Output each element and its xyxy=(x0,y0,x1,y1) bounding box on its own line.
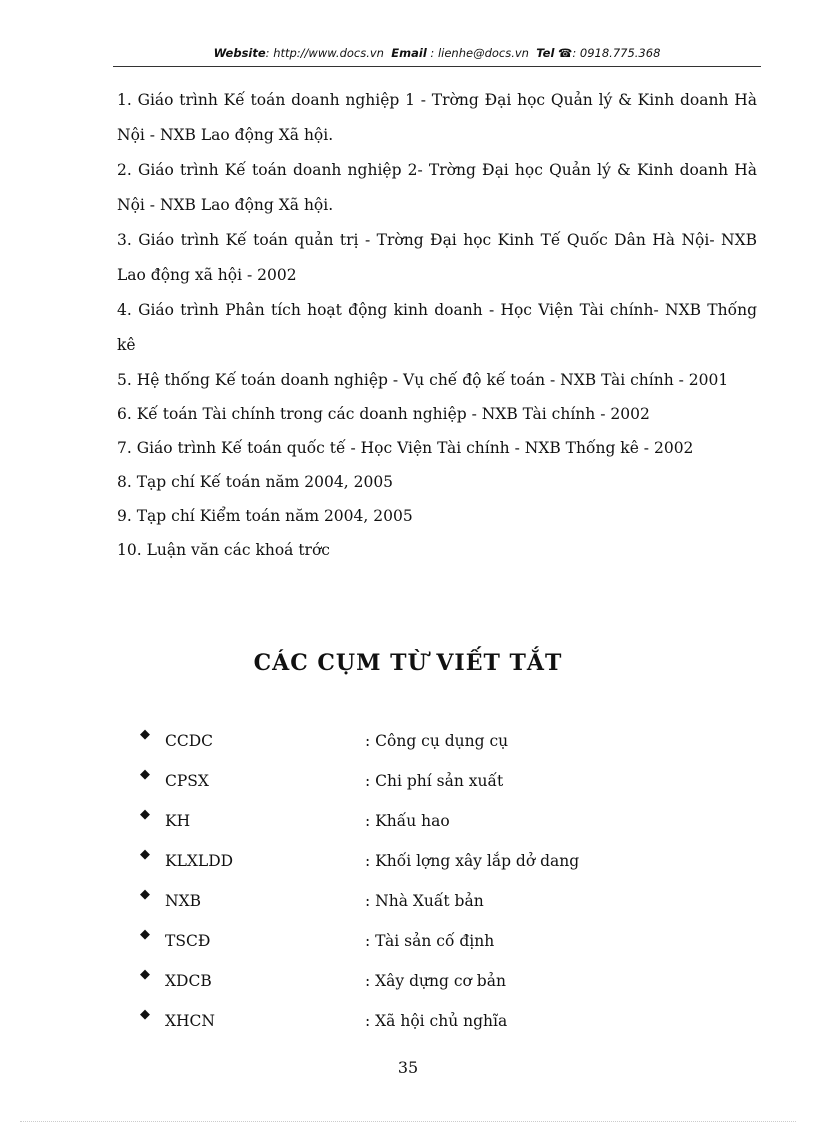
abbreviation-meaning: : Xã hội chủ nghĩa xyxy=(365,1012,508,1030)
reference-item: 9. Tạp chí Kiểm toán năm 2004, 2005 xyxy=(117,507,413,525)
tel-label: Tel xyxy=(536,46,555,60)
abbreviation-row xyxy=(140,927,700,967)
page-number: 35 xyxy=(397,1058,419,1077)
website-label: Website xyxy=(213,46,266,60)
abbreviation-meaning: : Khấu hao xyxy=(365,812,450,830)
abbreviation-row xyxy=(140,727,700,767)
diamond-bullet-icon: ◆ xyxy=(140,927,150,942)
abbreviation-code: XHCN xyxy=(165,1012,215,1030)
footer-divider xyxy=(20,1121,796,1122)
abbreviations-title: CÁC CỤM TỪ VIẾT TẮT xyxy=(253,650,563,676)
diamond-bullet-icon: ◆ xyxy=(140,807,150,822)
reference-item: 10. Luận văn các khoá trớc xyxy=(117,541,330,559)
diamond-bullet-icon: ◆ xyxy=(140,967,150,982)
abbreviation-code: XDCB xyxy=(165,972,212,990)
website-value: : http://www.docs.vn xyxy=(265,46,384,60)
diamond-bullet-icon: ◆ xyxy=(140,887,150,902)
abbreviation-code: KLXLDD xyxy=(165,852,234,870)
abbreviation-meaning: : Xây dựng cơ bản xyxy=(365,972,506,990)
abbreviation-code: NXB xyxy=(165,892,201,910)
abbreviation-meaning: : Khối lợng xây lắp dở dang xyxy=(365,852,580,870)
abbreviation-row xyxy=(140,847,700,887)
tel-value: : 0918.775.368 xyxy=(572,46,661,60)
abbreviation-row xyxy=(140,887,700,927)
reference-item: 6. Kế toán Tài chính trong các doanh nghiệp - NXB Tài chính - 2002 xyxy=(117,405,650,423)
abbreviation-code: KH xyxy=(165,812,191,830)
abbreviation-list xyxy=(140,727,700,1047)
reference-item: 3. Giáo trình Kế toán quản trị - Trờng Đại học Kinh Tế Quốc Dân Hà Nội- NXB Lao động xã hội - 2002 xyxy=(117,231,757,284)
abbreviation-code: CPSX xyxy=(165,772,209,790)
abbreviation-row xyxy=(140,1007,700,1047)
diamond-bullet-icon: ◆ xyxy=(140,767,150,782)
reference-list xyxy=(117,83,757,567)
abbreviation-row xyxy=(140,767,700,807)
reference-item: 4. Giáo trình Phân tích hoạt động kinh doanh - Học Viện Tài chính- NXB Thống kê xyxy=(117,301,757,354)
diamond-bullet-icon: ◆ xyxy=(140,727,150,742)
page-header xyxy=(113,46,761,67)
reference-item: 1. Giáo trình Kế toán doanh nghiệp 1 - Trờng Đại học Quản lý & Kinh doanh Hà Nội - NXB Lao động Xã hội. xyxy=(117,91,757,144)
reference-item: 2. Giáo trình Kế toán doanh nghiệp 2- Trờng Đại học Quản lý & Kinh doanh Hà Nội - NXB Lao động Xã hội. xyxy=(117,161,757,214)
abbreviation-meaning: : Công cụ dụng cụ xyxy=(365,732,509,750)
diamond-bullet-icon: ◆ xyxy=(140,847,150,862)
abbreviation-code: CCDC xyxy=(165,732,214,750)
reference-item: 5. Hệ thống Kế toán doanh nghiệp - Vụ chế độ kế toán - NXB Tài chính - 2001 xyxy=(117,371,729,389)
abbreviation-meaning: : Nhà Xuất bản xyxy=(365,892,484,910)
abbreviation-meaning: : Tài sản cố định xyxy=(365,932,495,950)
abbreviation-meaning: : Chi phí sản xuất xyxy=(365,772,504,790)
email-value: : lienhe@docs.vn xyxy=(426,46,529,60)
reference-item: 7. Giáo trình Kế toán quốc tế - Học Viện Tài chính - NXB Thống kê - 2002 xyxy=(117,439,694,457)
email-label: Email xyxy=(391,46,427,60)
abbreviation-row xyxy=(140,807,700,847)
diamond-bullet-icon: ◆ xyxy=(140,1007,150,1022)
phone-icon: ☎ xyxy=(558,46,573,60)
abbreviation-row xyxy=(140,967,700,1007)
abbreviation-code: TSCĐ xyxy=(165,932,211,950)
reference-item: 8. Tạp chí Kế toán năm 2004, 2005 xyxy=(117,473,394,491)
